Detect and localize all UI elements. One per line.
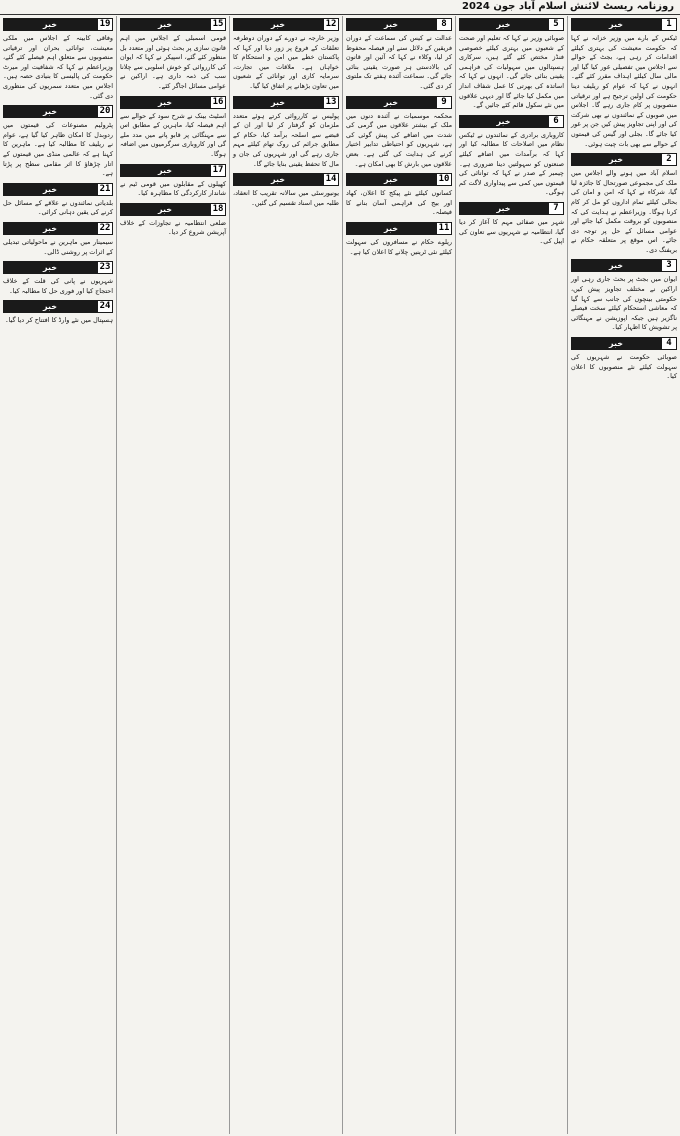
- article-text: صوبائی وزیر نے کہا کہ تعلیم اور صحت کے شعبوں میں بہتری کیلئے خصوصی فنڈز مختص کئے گئے ہیں، سرکاری ہسپتالوں میں سہولیات کی فراہمی یقینی بنائی جائے گی۔ انہوں نے کہا کہ اساتذہ کی بھرتی کا عمل شفاف انداز میں مکمل کیا جائے گا اور دیہی علاقوں میں نئے سکول قائم کئے جائیں گے۔: [459, 34, 564, 110]
- article-header: [459, 115, 564, 128]
- article-header: [346, 173, 452, 186]
- article-text: قومی اسمبلی کے اجلاس میں اہم قانون سازی پر بحث ہوئی اور متعدد بل منظور کئے گئے، اسپیکر نے کہا کہ ایوان کی کارروائی کو خوش اسلوبی سے چلانا سب کی ذمہ داری ہے۔ اراکین نے عوامی مسائل اجاگر کئے۔: [120, 34, 226, 90]
- article-block: [120, 203, 226, 238]
- article-label: خبر: [42, 302, 57, 312]
- masthead-title: روزنامہ ریسٹ لائنش اسلام آباد جون 2024: [462, 1, 674, 12]
- article-number: 9: [436, 96, 452, 109]
- article-header: [346, 18, 452, 31]
- article-text: اسلام آباد میں ہونے والے اجلاس میں ملک کی مجموعی صورتحال کا جائزہ لیا گیا، شرکاء نے کہا کہ امن و امان کی بحالی کیلئے تمام اداروں کو مل کر کام کرنا ہوگا۔ وزیراعظم نے ہدایت کی کہ منصوبوں کو بروقت مکمل کیا جائے اور عوامی مسائل کے حل پر توجہ دی جائے۔ اس موقع پر متعلقہ حکام نے بریفنگ دی۔: [571, 169, 677, 254]
- article-block: [459, 202, 564, 247]
- article-number: 11: [436, 222, 452, 235]
- article-label: خبر: [42, 223, 57, 233]
- article-number: 3: [661, 259, 677, 272]
- article-number: 13: [323, 96, 339, 109]
- article-label: خبر: [383, 20, 398, 29]
- article-header: [120, 18, 226, 31]
- article-label: خبر: [496, 20, 511, 29]
- article-label: خبر: [496, 116, 511, 126]
- article-number: 6: [548, 115, 564, 128]
- article-text: یونیورسٹی میں سالانہ تقریب کا انعقاد، طلبہ میں اسناد تقسیم کی گئیں۔: [233, 189, 339, 207]
- article-header: [120, 164, 226, 177]
- article-number: 2: [661, 153, 677, 166]
- article-number: 12: [323, 18, 339, 31]
- article-text: محکمہ موسمیات نے آئندہ دنوں میں ملک کے بیشتر علاقوں میں گرمی کی شدت میں اضافے کی پیش گوئی کی ہے، شہریوں کو احتیاطی تدابیر اختیار کرنے کی ہدایت کی گئی ہے۔ بعض علاقوں میں بارش کا بھی امکان ہے۔: [346, 111, 452, 168]
- article-header: [120, 96, 226, 109]
- article-text: وزیر خارجہ نے دورے کے دوران دوطرفہ تعلقات کے فروغ پر زور دیا اور کہا کہ پاکستان خطے میں امن و استحکام کا خواہاں ہے۔ ملاقات میں تجارت، سرمایہ کاری اور توانائی کے شعبوں میں تعاون بڑھانے پر اتفاق کیا گیا۔: [233, 34, 339, 90]
- article-text: ریلوے حکام نے مسافروں کی سہولت کیلئے نئی ٹرینیں چلانے کا اعلان کیا ہے۔: [346, 237, 452, 256]
- article-text: شہریوں نے پانی کی قلت کے خلاف احتجاج کیا اور فوری حل کا مطالبہ کیا۔: [3, 277, 113, 295]
- article-header: [346, 96, 452, 109]
- article-block: [459, 18, 564, 111]
- column-1: [567, 16, 680, 1134]
- article-header: [3, 105, 113, 118]
- article-header: [459, 202, 564, 215]
- article-block: [346, 18, 452, 92]
- article-label: خبر: [608, 339, 623, 349]
- article-header: [233, 96, 339, 109]
- article-header: [233, 18, 339, 31]
- article-label: خبر: [42, 184, 57, 194]
- article-number: 16: [210, 96, 226, 109]
- article-number: 20: [97, 105, 113, 118]
- article-text: پولیس نے کارروائی کرتے ہوئے متعدد ملزمان کو گرفتار کر لیا اور ان کے قبضے سے اسلحہ برآمد کیا، حکام کے مطابق جرائم کی روک تھام کیلئے مہم جاری رہے گی اور شہریوں کی جان و مال کا تحفظ یقینی بنایا جائے گا۔: [233, 111, 339, 168]
- article-label: خبر: [157, 97, 172, 107]
- article-number: 19: [97, 18, 113, 31]
- article-label: خبر: [42, 263, 57, 273]
- column-5: [116, 16, 229, 1134]
- article-number: 7: [548, 202, 564, 215]
- article-number: 24: [97, 300, 113, 313]
- article-header: [120, 203, 226, 216]
- article-label: خبر: [270, 175, 285, 185]
- article-header: [459, 18, 564, 31]
- article-number: 1: [661, 18, 677, 31]
- article-text: بلدیاتی نمائندوں نے علاقے کے مسائل حل کرنے کی یقین دہانی کرائی۔: [3, 198, 113, 217]
- article-block: [233, 18, 339, 92]
- article-label: خبر: [157, 165, 172, 175]
- article-label: خبر: [42, 20, 57, 29]
- article-block: [120, 18, 226, 92]
- column-4: [229, 16, 342, 1134]
- article-label: خبر: [496, 203, 511, 213]
- article-text: اسٹیٹ بینک نے شرح سود کے حوالے سے اہم فیصلہ کیا، ماہرین کے مطابق اس سے مہنگائی پر قابو پانے میں مدد ملے گی اور کاروباری سرگرمیوں میں اضافہ ہوگا۔: [120, 111, 226, 158]
- article-number: 17: [210, 164, 226, 177]
- article-text: ایوان میں بجٹ پر بحث جاری رہی اور اراکین نے مختلف تجاویز پیش کیں، حکومتی بینچوں کی جانب سے کہا گیا کہ معاشی استحکام کیلئے سخت فیصلے ناگزیر ہیں جبکہ اپوزیشن نے مہنگائی پر تشویش کا اظہار کیا۔: [571, 275, 677, 332]
- article-text: صوبائی حکومت نے شہریوں کی سہولت کیلئے نئے منصوبوں کا اعلان کیا۔: [571, 353, 677, 381]
- article-text: پٹرولیم مصنوعات کی قیمتوں میں ردوبدل کا امکان ظاہر کیا گیا ہے، عوام نے ریلیف کا مطالبہ کیا ہے۔ ماہرین کا کہنا ہے کہ عالمی منڈی میں قیمتوں کے اتار چڑھاؤ کا اثر مقامی سطح پر پڑتا ہے۔: [3, 121, 113, 178]
- article-header: [571, 153, 677, 166]
- column-2: [455, 16, 567, 1134]
- article-header: [3, 300, 113, 313]
- article-label: خبر: [383, 223, 398, 233]
- article-header: [571, 259, 677, 272]
- article-label: خبر: [608, 155, 623, 165]
- article-number: 15: [210, 18, 226, 31]
- article-text: وفاقی کابینہ کے اجلاس میں ملکی معیشت، توانائی بحران اور ترقیاتی منصوبوں سے متعلق اہم فیصلے کئے گئے، وزیراعظم نے کہا کہ شفافیت اور میرٹ حکومت کی پالیسی کا بنیادی حصہ ہیں۔ اجلاس میں متعدد سمریوں کی منظوری دی گئی۔: [3, 34, 113, 100]
- article-label: خبر: [608, 261, 623, 271]
- column-3: [342, 16, 455, 1134]
- article-block: [3, 183, 113, 218]
- article-number: 14: [323, 173, 339, 186]
- article-header: [3, 18, 113, 31]
- article-text: سیمینار میں ماہرین نے ماحولیاتی تبدیلی کے اثرات پر روشنی ڈالی۔: [3, 237, 113, 256]
- article-block: [233, 173, 339, 208]
- article-number: 22: [97, 222, 113, 235]
- article-label: خبر: [270, 97, 285, 107]
- article-number: 8: [436, 18, 452, 31]
- article-block: [3, 222, 113, 257]
- article-header: [346, 222, 452, 235]
- article-label: خبر: [157, 20, 172, 29]
- article-text: ہسپتال میں نئے وارڈ کا افتتاح کر دیا گیا۔: [4, 316, 113, 325]
- article-label: خبر: [383, 97, 398, 107]
- article-block: [120, 164, 226, 199]
- article-header: [571, 18, 677, 31]
- article-block: [3, 18, 113, 101]
- article-text: کسانوں کیلئے نئے پیکج کا اعلان، کھاد اور بیج کی فراہمی آسان بنانے کا فیصلہ۔: [346, 189, 452, 217]
- article-block: [3, 105, 113, 179]
- article-header: [571, 337, 677, 350]
- article-text: کاروباری برادری کے نمائندوں نے ٹیکس نظام میں اصلاحات کا مطالبہ کیا اور کہا کہ برآمدات میں اضافے کیلئے صنعتوں کو سہولتیں دینا ضروری ہے۔ چیمبر کے صدر نے کہا کہ توانائی کی قیمتوں میں کمی سے پیداواری لاگت کم ہوگی۔: [459, 130, 564, 197]
- article-text: ٹیکس کے بارے میں وزیر خزانہ نے کہا کہ حکومت معیشت کی بہتری کیلئے اقدامات کر رہی ہے، بجٹ کے حوالے سے اجلاس میں تفصیلی غور کیا گیا اور مالی سال کیلئے اہداف مقرر کئے گئے۔ انہوں نے کہا کہ عوام کو ریلیف دینا حکومت کی اولین ترجیح ہے اور ترقیاتی منصوبوں پر کام جاری رہے گا۔ اجلاس میں صوبوں کے نمائندوں نے بھی شرکت کی اور اپنی تجاویز پیش کیں جن پر غور کیا جائے گا۔ بجلی اور گیس کی قیمتوں کے حوالے سے بھی بات چیت ہوئی۔: [571, 34, 677, 148]
- article-block: [346, 173, 452, 218]
- article-block: [3, 261, 113, 296]
- article-label: خبر: [42, 107, 57, 117]
- article-block: [571, 153, 677, 255]
- article-header: [233, 173, 339, 186]
- article-header: [3, 183, 113, 196]
- column-6: [0, 16, 116, 1134]
- article-header: [3, 261, 113, 274]
- article-label: خبر: [608, 20, 623, 29]
- article-block: [3, 300, 113, 326]
- article-number: 23: [97, 261, 113, 274]
- article-text: شہر میں صفائی مہم کا آغاز کر دیا گیا، انتظامیہ نے شہریوں سے تعاون کی اپیل کی۔: [459, 217, 564, 246]
- article-block: [233, 96, 339, 170]
- article-label: خبر: [157, 204, 172, 214]
- article-block: [346, 96, 452, 170]
- article-number: 4: [661, 337, 677, 350]
- article-text: کھیلوں کے مقابلوں میں قومی ٹیم نے شاندار کارکردگی کا مظاہرہ کیا۔: [120, 179, 226, 198]
- article-text: عدالت نے کیس کی سماعت کے دوران فریقین کے دلائل سنے اور فیصلہ محفوظ کر لیا، وکلاء نے کہا کہ آئین اور قانون کی بالادستی ہر صورت یقینی بنائی جائے گی۔ سماعت آئندہ ہفتے تک ملتوی کر دی گئی۔: [346, 34, 452, 90]
- article-block: [346, 222, 452, 257]
- article-number: 21: [97, 183, 113, 196]
- article-block: [571, 337, 677, 382]
- article-block: [571, 259, 677, 333]
- article-text: ضلعی انتظامیہ نے تجاوزات کے خلاف آپریشن شروع کر دیا۔: [120, 218, 226, 237]
- article-number: 5: [548, 18, 564, 31]
- article-block: [459, 115, 564, 198]
- article-header: [3, 222, 113, 235]
- article-label: خبر: [383, 175, 398, 185]
- article-block: [120, 96, 226, 160]
- article-block: [571, 18, 677, 149]
- article-label: خبر: [270, 20, 285, 29]
- masthead: [0, 0, 680, 15]
- article-number: 18: [210, 203, 226, 216]
- article-number: 10: [436, 173, 452, 186]
